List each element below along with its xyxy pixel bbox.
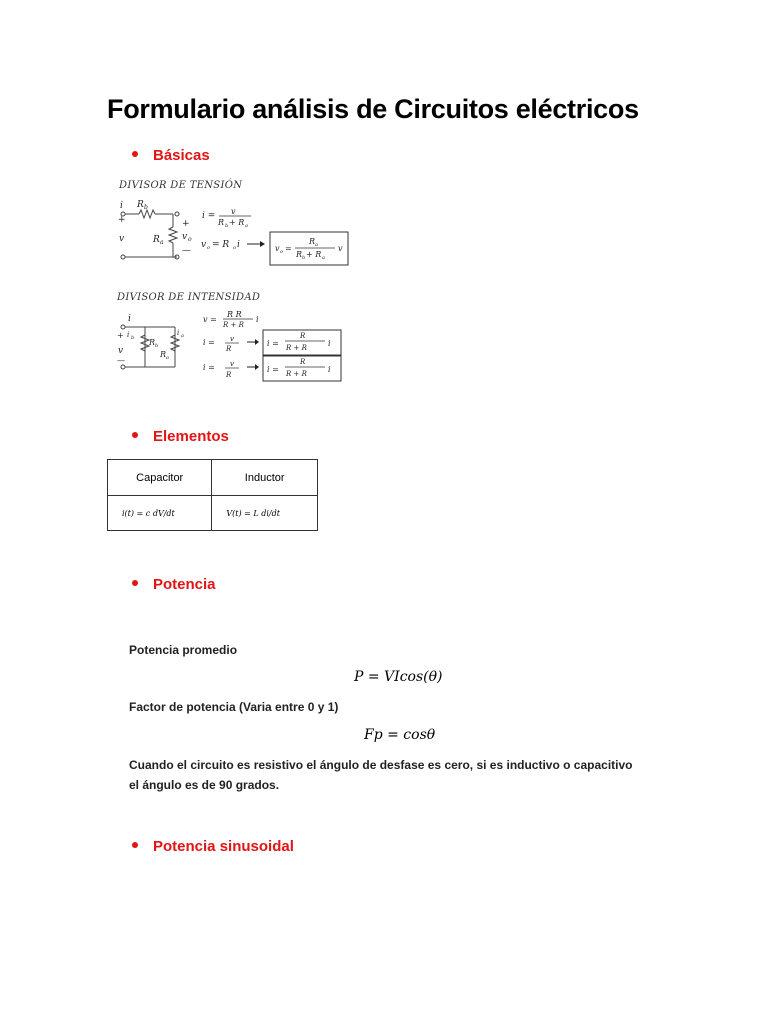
svg-text:i =: i = (203, 338, 215, 347)
svg-text:i: i (328, 365, 331, 374)
table-header-row (108, 460, 318, 496)
svg-text:o: o (207, 245, 211, 251)
svg-text:i: i (237, 240, 240, 250)
svg-text:v: v (230, 360, 234, 368)
svg-text:R + R: R + R (286, 370, 307, 378)
svg-text:a: a (245, 223, 248, 229)
svg-text:R + R: R + R (223, 321, 244, 329)
svg-text:b: b (144, 204, 148, 211)
svg-text:i: i (328, 339, 331, 348)
svg-text:o: o (280, 249, 284, 255)
svg-text:b: b (302, 255, 306, 261)
bullet-icon (132, 151, 138, 157)
section-elementos (132, 428, 229, 445)
svg-text:—: — (182, 246, 191, 256)
section-basicas-label: Básicas (153, 147, 210, 164)
svg-text:i: i (256, 315, 259, 324)
svg-text:R: R (226, 371, 232, 379)
svg-text:a: a (315, 242, 318, 248)
svg-text:+: + (118, 215, 126, 225)
svg-text:i: i (127, 331, 130, 339)
section-potencia-sinusoidal-label: Potencia sinusoidal (153, 838, 294, 855)
table-header-capacitor: Capacitor (108, 460, 212, 496)
svg-text:i =: i = (267, 365, 279, 374)
svg-text:+: + (117, 331, 124, 340)
svg-text:a: a (160, 239, 164, 246)
svg-text:v: v (230, 335, 234, 343)
svg-text:v =: v = (203, 315, 217, 324)
potencia-promedio-label: Potencia promedio (129, 643, 238, 657)
svg-text:R: R (160, 350, 167, 359)
svg-text:v: v (182, 232, 188, 242)
bullet-icon (132, 580, 138, 586)
svg-text:b: b (155, 343, 159, 349)
svg-text:R: R (137, 200, 144, 210)
svg-text:a: a (322, 255, 325, 261)
svg-text:=: = (285, 244, 292, 253)
svg-text:R: R (300, 358, 306, 366)
section-potencia-sinusoidal (132, 838, 294, 855)
svg-text:i: i (120, 201, 123, 211)
divisor-intensidad-caption: DIVISOR DE INTENSIDAD (117, 292, 261, 303)
table-header-inductor: Inductor (212, 460, 318, 496)
svg-text:v: v (118, 346, 124, 356)
bullet-icon (132, 432, 138, 438)
svg-text:o: o (233, 245, 237, 251)
svg-text:R: R (149, 338, 156, 347)
svg-text:+: + (182, 219, 190, 229)
svg-text:i =: i = (203, 363, 215, 372)
svg-text:v: v (119, 234, 125, 244)
svg-text:R: R (296, 250, 303, 259)
svg-text:R: R (300, 332, 306, 340)
svg-text:i: i (177, 329, 180, 337)
svg-text:i =: i = (267, 339, 279, 348)
svg-text:—: — (117, 356, 125, 365)
potencia-paragraph: Cuando el circuito es resistivo el ángulo de desfase es cero, si es inductivo o capacitivo el ángulo es de 90 grados. (129, 758, 633, 792)
svg-text:v: v (275, 244, 280, 253)
section-basicas (132, 147, 210, 164)
bullet-icon (132, 842, 138, 848)
capacitor-formula: i(t) = c dV/dt (108, 496, 212, 531)
svg-text:v: v (231, 207, 236, 216)
svg-text:o: o (188, 236, 192, 243)
svg-text:R: R (218, 218, 225, 227)
svg-text:b: b (131, 335, 135, 341)
svg-text:b: b (225, 223, 229, 229)
svg-text:i: i (128, 314, 131, 324)
divisor-tension-caption: DIVISOR DE TENSIÓN (119, 180, 243, 191)
svg-text:R: R (153, 235, 160, 245)
svg-text:R R: R R (227, 310, 242, 319)
svg-text:v: v (201, 240, 207, 250)
divisor-intensidad-diagram (115, 305, 350, 385)
svg-text:R: R (309, 237, 316, 246)
elements-table (107, 459, 318, 531)
table-row (108, 496, 318, 531)
factor-potencia-label: Factor de potencia (Varia entre 0 y 1) (129, 700, 339, 714)
svg-text:a: a (181, 333, 184, 339)
section-elementos-label: Elementos (153, 428, 229, 445)
inductor-formula: V(t) = L di/dt (212, 496, 318, 531)
svg-text:R + R: R + R (286, 344, 307, 352)
svg-text:= R: = R (212, 240, 230, 250)
divisor-tension-diagram (115, 195, 355, 270)
svg-text:i =: i = (202, 211, 216, 221)
svg-text:a: a (166, 355, 169, 361)
section-potencia-label: Potencia (153, 576, 216, 593)
svg-text:+ R: + R (229, 218, 245, 227)
page-title: Formulario análisis de Circuitos eléctricos (107, 94, 639, 124)
svg-text:+ R: + R (306, 250, 322, 259)
factor-potencia-equation: Fp = cosθ (364, 727, 436, 743)
svg-text:R: R (226, 345, 232, 353)
svg-text:v: v (338, 244, 343, 253)
potencia-promedio-equation: P = VIcos(θ) (354, 669, 443, 685)
section-potencia (132, 576, 216, 593)
